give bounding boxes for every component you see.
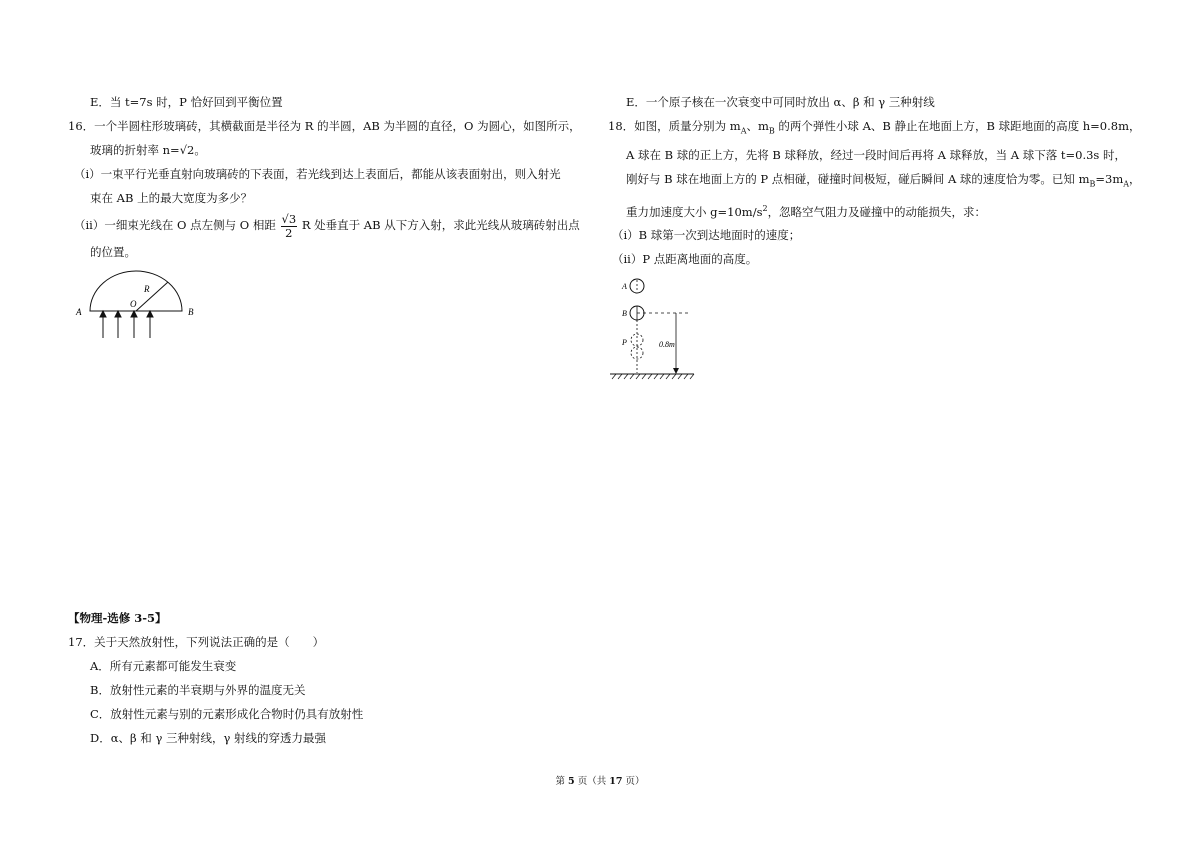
label-o: O (130, 299, 137, 309)
footer-post: 页） (622, 776, 645, 787)
q17-stem: 17．关于天然放射性，下列说法正确的是（ ） (68, 635, 325, 649)
label-point-p: P (622, 338, 627, 348)
q18-line1-post: 的两个弹性小球 A、B 静止在地面上方，B 球距地面的高度 h=0.8m， (774, 119, 1141, 133)
q17-option-b: B．放射性元素的半衰期与外界的温度无关 (90, 683, 306, 697)
sup-2: 2 (762, 203, 768, 213)
q18-part1: （i）B 球第一次到达地面时的速度； (612, 228, 801, 243)
q18-part2: （ii）P 点距离地面的高度。 (612, 252, 758, 267)
label-height: 0.8m (659, 340, 675, 350)
q16-stem-line2: 玻璃的折射率 n=√2。 (90, 143, 206, 157)
label-r: R (144, 284, 150, 294)
label-ball-b: B (622, 309, 627, 319)
q18-line3 (608, 167, 1148, 196)
prev-option-e: E．当 t=7s 时，P 恰好回到平衡位置 (90, 95, 283, 109)
semicircle-glass-figure (72, 268, 212, 342)
section-physics-3-5 (68, 606, 588, 750)
q16-part1-line2: 束在 AB 上的最大宽度为多少？ (90, 191, 253, 205)
sub-b: B (768, 126, 775, 136)
q18-line1-mid: 、m (746, 119, 769, 133)
sub-a: A (740, 126, 747, 136)
q18-line4 (608, 197, 1148, 224)
footer-pre: 第 (555, 776, 569, 787)
q18-line4-post: ，忽略空气阻力及碰撞中的动能损失，求： (767, 204, 987, 219)
q17-option-a: A．所有元素都可能发生衰变 (90, 659, 237, 673)
q18-line3-post: ， (1129, 172, 1141, 187)
left-column (68, 90, 598, 342)
right-prev-option-e: E．一个原子核在一次衰变中可同时放出 α、β 和 γ 三种射线 (626, 95, 935, 109)
sub-a-2: A (1123, 179, 1130, 189)
footer-mid: 页（共 (574, 776, 610, 787)
sub-b-2: B (1089, 179, 1096, 189)
q16-part1-line1: （i）一束平行光垂直射向玻璃砖的下表面，若光线到达上表面后，都能从该表面射出，则入射光 (74, 167, 561, 181)
q18-line1-pre: 18．如图，质量分别为 m (608, 119, 741, 133)
ground-hatch (612, 374, 694, 379)
label-ball-a: A (622, 282, 627, 292)
two-balls-figure (608, 273, 698, 385)
q18-line1 (608, 114, 1148, 143)
q18-line2: A 球在 B 球的正上方，先将 B 球释放，经过一段时间后再将 A 球释放，当 A 球下落 t=0.3s 时， (626, 148, 1126, 163)
q18-line3-pre: 刚好与 B 球在地面上方的 P 点相碰，碰撞时间极短，碰后瞬间 A 球的速度恰为零。已知 m (626, 172, 1090, 187)
label-b: B (188, 307, 194, 317)
right-column (608, 90, 1148, 385)
q18-line3-mid: =3m (1095, 172, 1124, 187)
q17-option-c: C．放射性元素与别的元素形成化合物时仍具有放射性 (90, 707, 364, 721)
q16-part2-post: R 处垂直于 AB 从下方入射，求此光线从玻璃砖射出点 (301, 218, 580, 232)
page-footer (0, 773, 1200, 787)
q17-option-d: D．α、β 和 γ 三种射线，γ 射线的穿透力最强 (90, 731, 327, 745)
q16-part2-line2: 的位置。 (90, 245, 136, 259)
label-a: A (76, 307, 82, 317)
q16-part2-pre: （ii）一细束光线在 O 点左侧与 O 相距 (74, 218, 276, 232)
q16-part2-line1 (68, 210, 598, 240)
q16-stem-line1: 16．一个半圆柱形玻璃砖，其横截面是半径为 R 的半圆，AB 为半圆的直径，O 为圆心，如图所示， (68, 119, 581, 133)
footer-total-pages: 17 (609, 776, 623, 787)
section-title: 【物理-选修 3-5】 (68, 611, 167, 625)
q16-fraction (281, 213, 298, 240)
fraction-numerator: √3 (281, 211, 297, 226)
footer-page-number: 5 (568, 776, 575, 787)
incident-light-arrows (100, 311, 153, 338)
fraction-denominator: 2 (285, 225, 293, 240)
radius-line (136, 282, 168, 311)
q18-line4-pre: 重力加速度大小 g=10m/s (626, 204, 763, 219)
